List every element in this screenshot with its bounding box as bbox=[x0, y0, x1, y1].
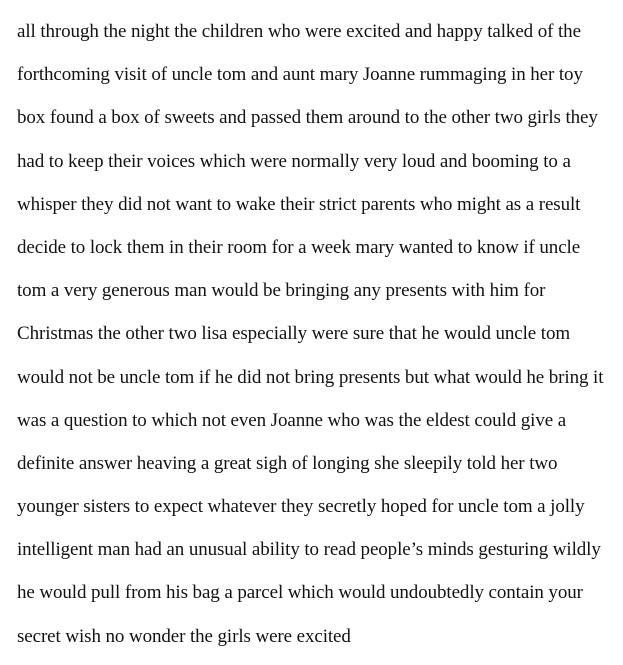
text-line: intelligent man had an unusual ability to read people’s minds gesturing wildly bbox=[17, 539, 601, 561]
text-line: tom a very generous man would be bringing any presents with him for bbox=[17, 280, 546, 302]
text-line: had to keep their voices which were normally very loud and booming to a bbox=[17, 150, 571, 172]
text-line: definite answer heaving a great sigh of longing she sleepily told her two bbox=[17, 452, 558, 474]
text-line: he would pull from his bag a parcel which would undoubtedly contain your bbox=[17, 582, 583, 604]
text-line: forthcoming visit of uncle tom and aunt mary Joanne rummaging in her toy bbox=[17, 64, 583, 86]
text-line: whisper they did not want to wake their strict parents who might as a result bbox=[17, 193, 581, 215]
text-line: Christmas the other two lisa especially were sure that he would uncle tom bbox=[17, 323, 571, 345]
text-line: would not be uncle tom if he did not bring presents but what would he bring it bbox=[17, 366, 604, 388]
text-line: box found a box of sweets and passed them around to the other two girls they bbox=[17, 107, 598, 129]
text-line: secret wish no wonder the girls were excited bbox=[17, 625, 351, 647]
text-line: all through the night the children who were excited and happy talked of the bbox=[17, 21, 581, 42]
text-line: decide to lock them in their room for a week mary wanted to know if uncle bbox=[17, 236, 581, 258]
text-line: younger sisters to expect whatever they secretly hoped for uncle tom a jolly bbox=[17, 496, 585, 518]
text-line: was a question to which not even Joanne who was the eldest could give a bbox=[17, 409, 567, 431]
